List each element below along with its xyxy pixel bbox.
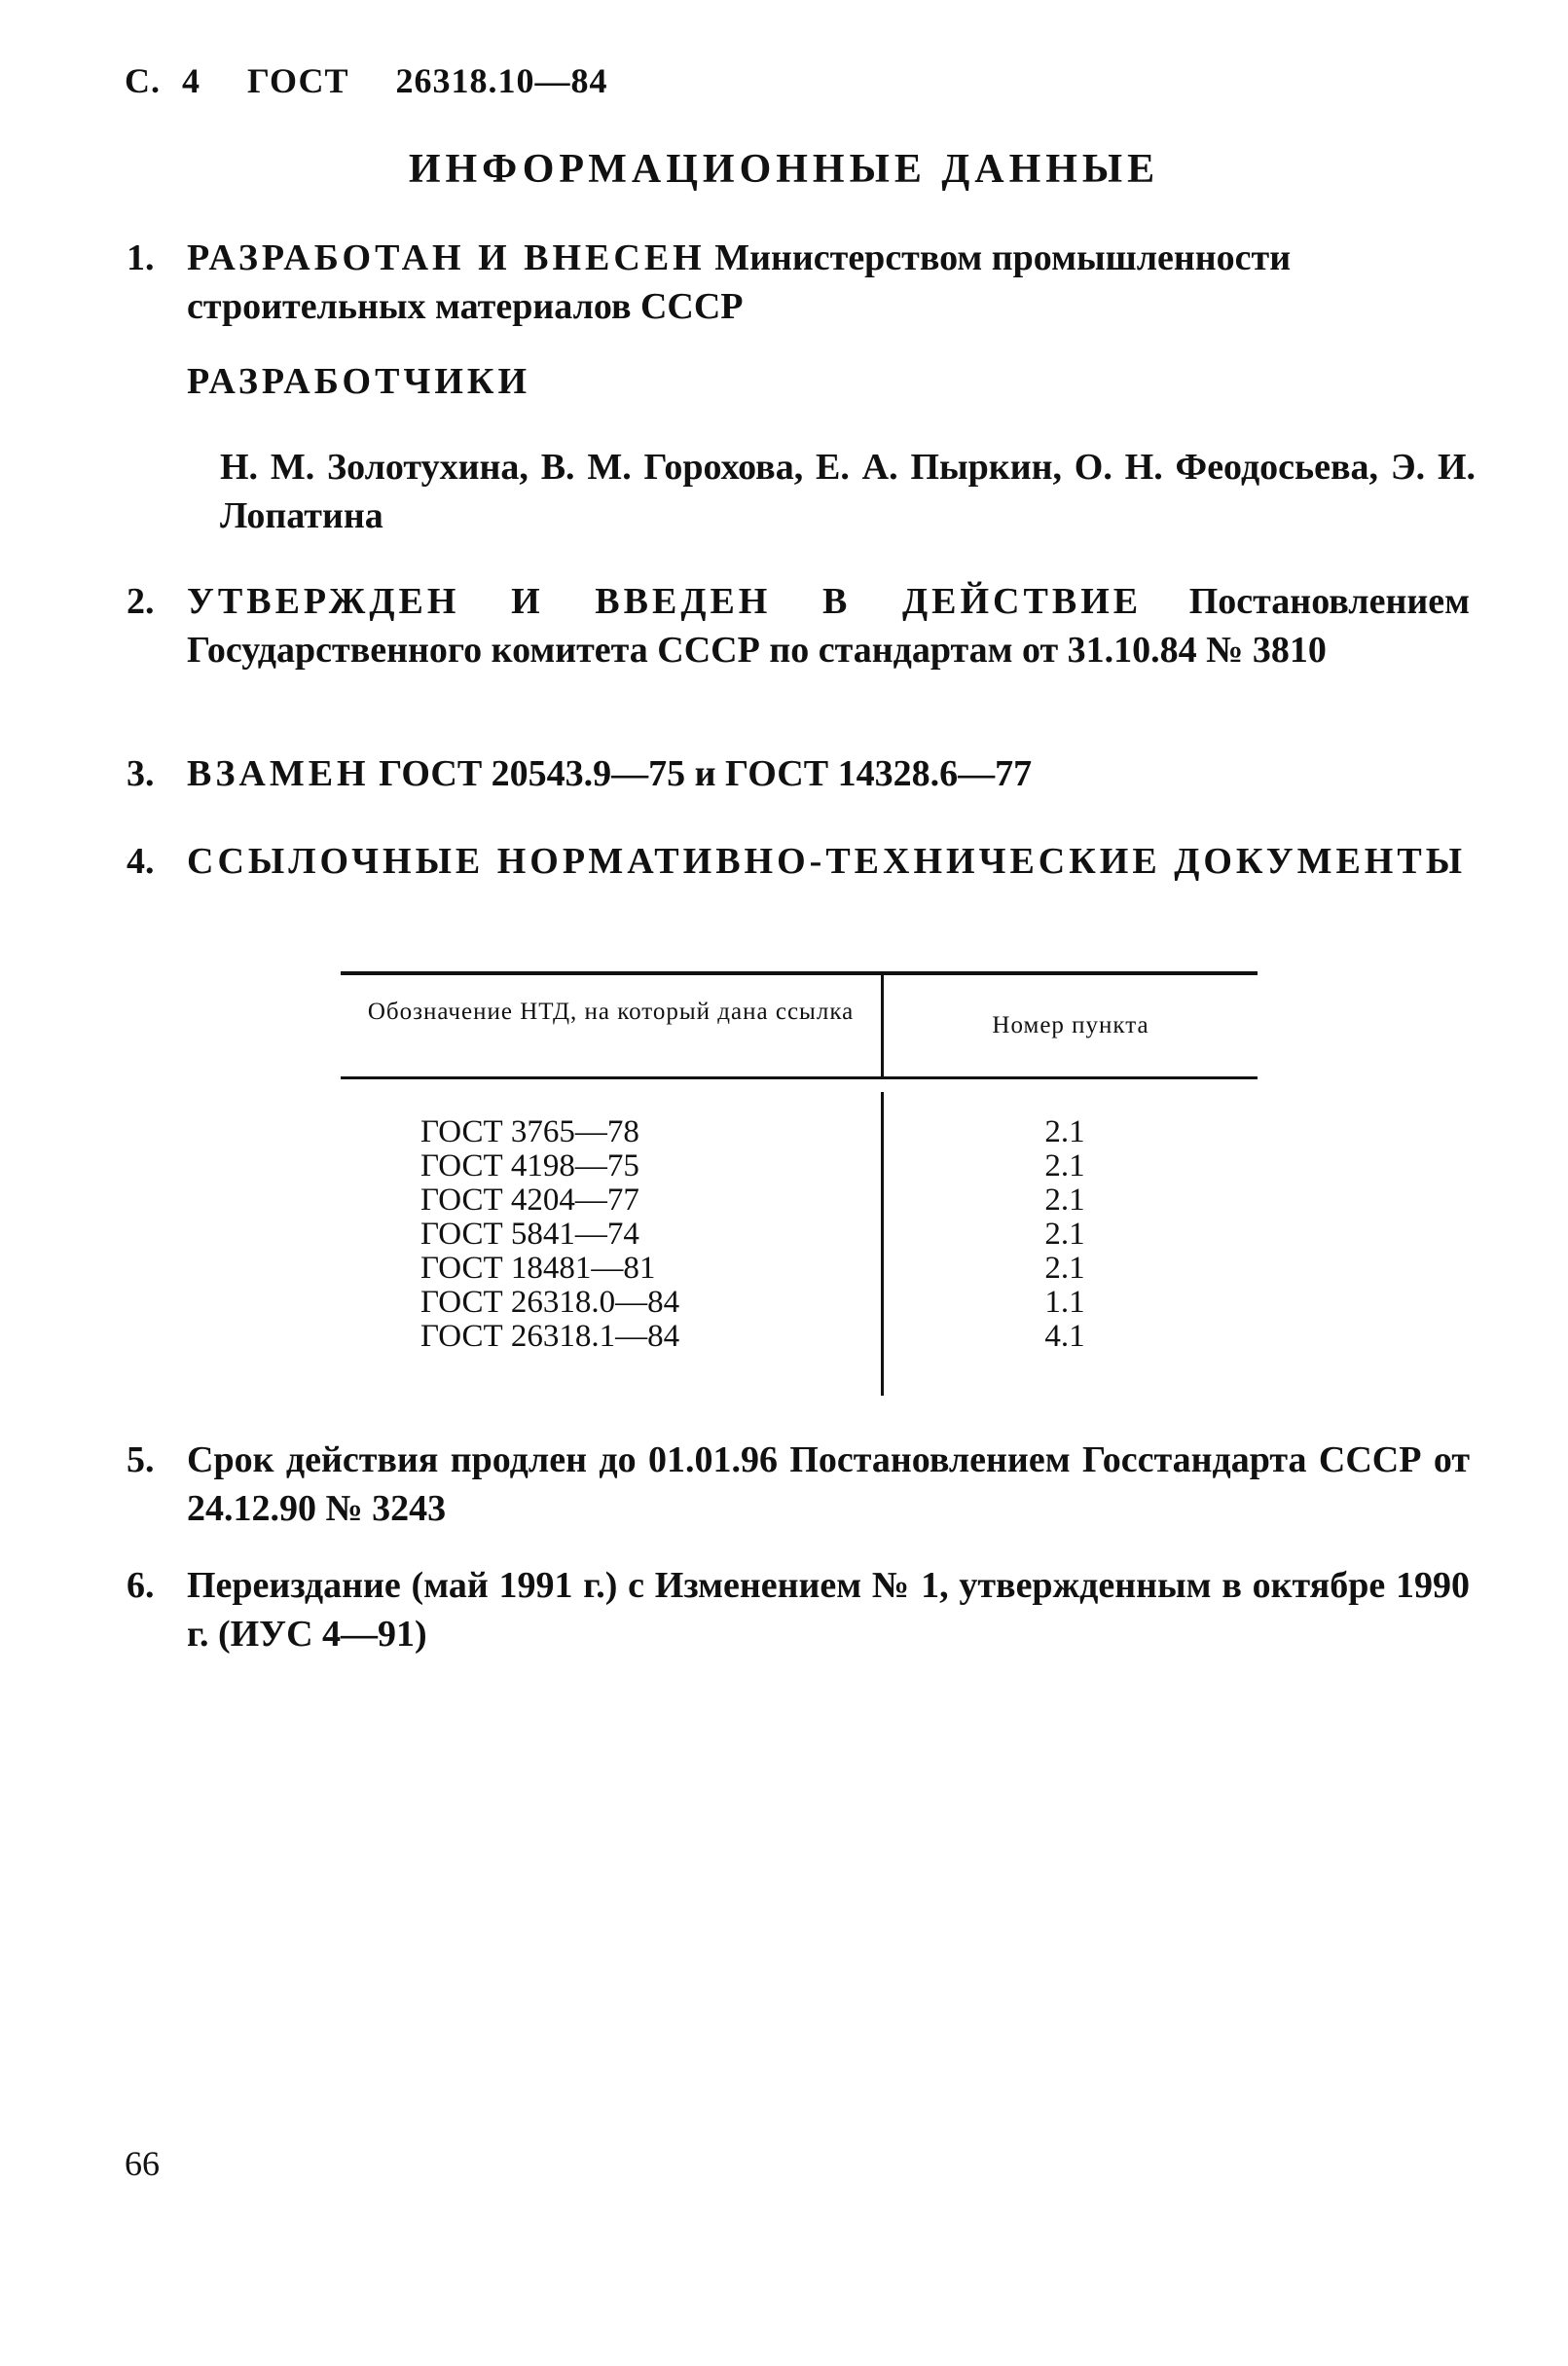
- item-5-text: Срок действия продлен до 01.01.96 Постановлением Госстандарта СССР от 24.12.90 № 3243: [187, 1439, 1470, 1529]
- table-cell-item: 2.1: [1044, 1217, 1085, 1252]
- item-2-lead: УТВЕРЖДЕН И ВВЕДЕН В ДЕЙСТВИЕ: [187, 581, 1143, 622]
- item-3: [127, 749, 1470, 798]
- table-header-item: Номер пункта: [992, 1012, 1149, 1038]
- table-cell-item: 2.1: [1044, 1251, 1085, 1286]
- header-standard-code: 26318.10—84: [395, 61, 608, 100]
- table-cell-item: 2.1: [1044, 1148, 1085, 1183]
- table-row: [341, 1183, 1258, 1218]
- item-2: [127, 577, 1470, 674]
- table-top-rule: [341, 971, 1258, 975]
- running-header: [125, 60, 607, 101]
- page-title: ИНФОРМАЦИОННЫЕ ДАННЫЕ: [408, 147, 1160, 192]
- developers-list: Н. М. Золотухина, В. М. Горохова, Е. А. Пыркин, О. Н. Феодосьева, Э. И. Лопатина: [220, 447, 1476, 536]
- table-cell-item: 1.1: [1044, 1285, 1085, 1320]
- table-cell-document: ГОСТ 3765—78: [420, 1114, 639, 1149]
- header-standard-prefix: ГОСТ: [247, 61, 349, 100]
- item-2-number: 2.: [127, 581, 155, 622]
- table-cell-item: 2.1: [1044, 1114, 1085, 1149]
- table-cell-document: ГОСТ 4204—77: [420, 1183, 639, 1218]
- table-row: [341, 1115, 1258, 1149]
- table-header-document: Обозначение НТД, на который дана ссылка: [367, 999, 855, 1025]
- item-3-number: 3.: [127, 753, 155, 794]
- table-cell-document: ГОСТ 18481—81: [420, 1251, 656, 1286]
- table-cell-document: ГОСТ 4198—75: [420, 1148, 639, 1183]
- item-1-number: 1.: [127, 237, 155, 278]
- header-page-number: 4: [182, 61, 201, 100]
- table-header-rule: [341, 1076, 1258, 1079]
- developers-heading: РАЗРАБОТЧИКИ: [187, 361, 531, 402]
- item-1-lead: РАЗРАБОТАН И ВНЕСЕН: [187, 237, 706, 278]
- item-6: [127, 1561, 1470, 1658]
- table-cell-document: ГОСТ 5841—74: [420, 1217, 639, 1252]
- item-4: [127, 837, 1470, 886]
- header-page-label: С.: [125, 61, 161, 100]
- page-number: 66: [125, 2144, 160, 2183]
- item-4-number: 4.: [127, 841, 155, 882]
- table-row: [341, 1286, 1258, 1320]
- table-row: [341, 1149, 1258, 1183]
- table-row: [341, 1218, 1258, 1252]
- table-cell-document: ГОСТ 26318.1—84: [420, 1319, 680, 1354]
- table-row: [341, 1320, 1258, 1354]
- table-cell-item: 2.1: [1044, 1183, 1085, 1218]
- table-row: [341, 1252, 1258, 1286]
- item-2-text: Постановлением Государственного комитета СССР по стандартам от 31.10.84 № 3810: [187, 581, 1470, 671]
- item-3-lead: ВЗАМЕН: [187, 753, 370, 794]
- table-cell-document: ГОСТ 26318.0—84: [420, 1285, 680, 1320]
- item-4-lead: ССЫЛОЧНЫЕ НОРМАТИВНО-ТЕХНИЧЕСКИЕ ДОКУМЕНТЫ: [187, 841, 1467, 882]
- item-3-text: ГОСТ 20543.9—75 и ГОСТ 14328.6—77: [379, 753, 1033, 794]
- item-5: [127, 1436, 1470, 1533]
- table-cell-item: 4.1: [1044, 1319, 1085, 1354]
- item-1-text: Министерством промышленности строительных материалов СССР: [187, 237, 1292, 327]
- item-6-text: Переиздание (май 1991 г.) с Изменением № 1, утвержденным в октябре 1990 г. (ИУС 4—91): [187, 1565, 1470, 1655]
- item-6-number: 6.: [127, 1565, 155, 1606]
- item-1: [127, 234, 1470, 331]
- table-body: [341, 1115, 1258, 1354]
- item-5-number: 5.: [127, 1439, 155, 1480]
